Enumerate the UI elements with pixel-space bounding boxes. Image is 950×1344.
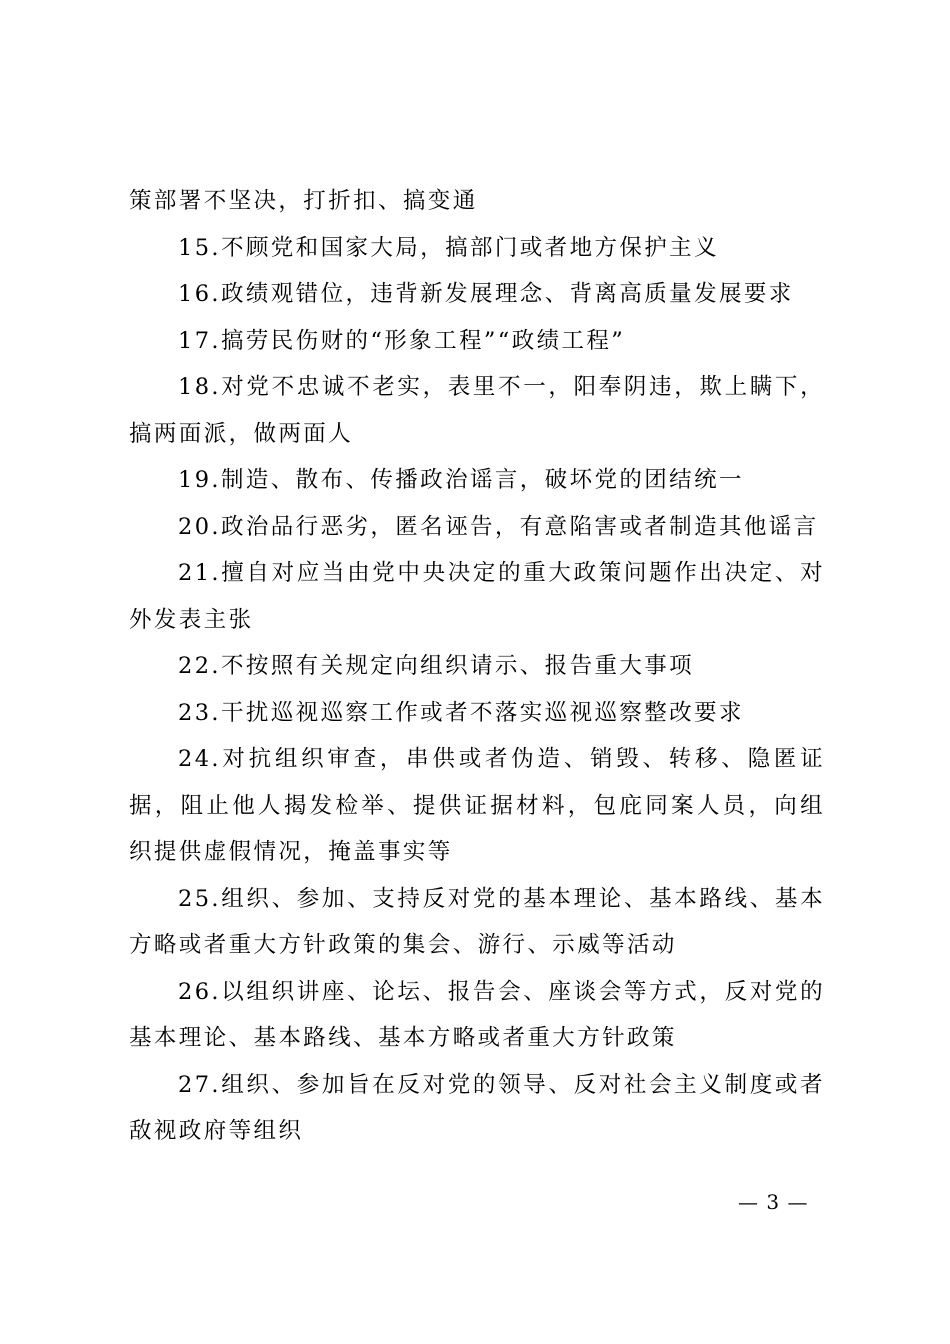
list-item-24: 24.对抗组织审查，串供或者伪造、销毁、转移、隐匿证据，阻止他人揭发检举、提供证据材料，包庇同案人员，向组织提供虚假情况，掩盖事实等 [129,746,825,865]
paragraph-continuation: 策部署不坚决，打折扣、搞变通 [129,188,478,214]
list-item-18: 18.对党不忠诚不老实，表里不一，阳奉阴违，欺上瞒下，搞两面派，做两面人 [129,374,825,447]
body-text [129,178,825,1155]
list-item-19: 19.制造、散布、传播政治谣言，破坏党的团结统一 [178,467,744,493]
list-item-15: 15.不顾党和国家大局，搞部门或者地方保护主义 [178,234,719,261]
list-item-20: 20.政治品行恶劣，匿名诬告，有意陷害或者制造其他谣言 [178,513,819,540]
list-item-26: 26.以组织讲座、论坛、报告会、座谈会等方式，反对党的基本理论、基本路线、基本方略或者重大方针政策 [129,978,825,1051]
list-item-25: 25.组织、参加、支持反对党的基本理论、基本路线、基本方略或者重大方针政策的集会、游行、示威等活动 [129,885,825,958]
list-item-17: 17.搞劳民伤财的“形象工程”“政绩工程” [178,327,626,354]
list-item-23: 23.干扰巡视巡察工作或者不落实巡视巡察整改要求 [178,699,744,726]
list-item-21: 21.擅自对应当由党中央决定的重大政策问题作出决定、对外发表主张 [129,560,825,633]
list-item-27: 27.组织、参加旨在反对党的领导、反对社会主义制度或者敌视政府等组织 [129,1071,825,1144]
page-number: — 3 — [738,1190,809,1214]
list-item-22: 22.不按照有关规定向组织请示、报告重大事项 [178,653,695,679]
list-item-16: 16.政绩观错位，违背新发展理念、背离高质量发展要求 [178,281,794,307]
